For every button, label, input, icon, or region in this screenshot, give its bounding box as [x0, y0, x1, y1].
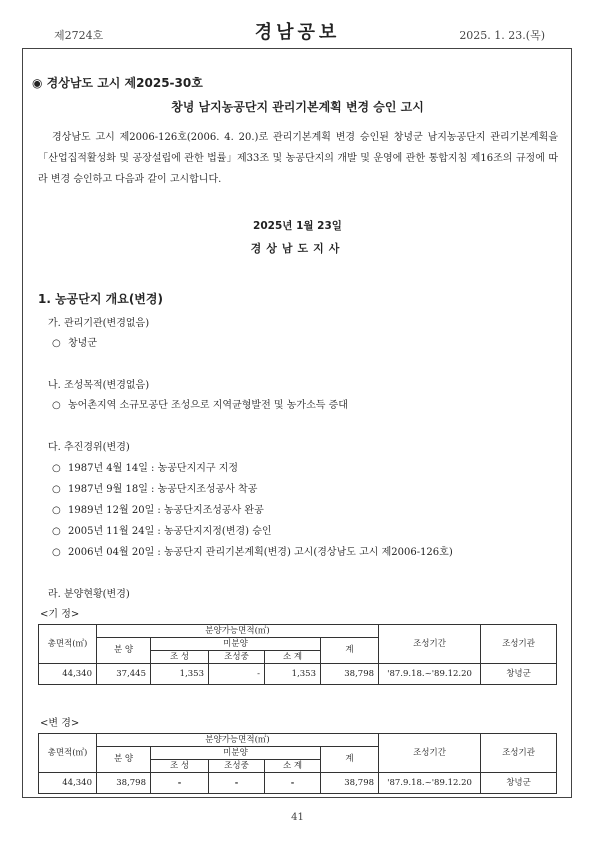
subsection-da: 다. 추진경위(변경)	[48, 442, 130, 453]
col-header: 조성기간	[379, 734, 481, 773]
signer: 경상남도지사	[250, 242, 345, 255]
list-item: ○ 2005년 11월 24일 : 농공단지지정(변경) 승인	[52, 526, 272, 537]
notice-number: ◉ 경상남도 고시 제2025-30호	[32, 76, 203, 90]
section-heading: 1. 농공단지 개요(변경)	[38, 292, 163, 306]
notice-title: 창녕 남지농공단지 관리기본계획 변경 승인 고시	[171, 100, 424, 114]
col-header: 미분양	[151, 747, 321, 760]
bullet-icon: ○	[52, 484, 61, 495]
col-header: 분양가능면적(㎡)	[97, 625, 379, 638]
table-row: 44,340 37,445 1,353 - 1,353 38,798 '87.9.18.~'89.12.20 창녕군	[39, 664, 557, 685]
col-header: 분 양	[97, 747, 151, 773]
sales-table-before	[38, 624, 557, 685]
list-item: ○ 1987년 9월 18일 : 농공단지조성공사 착공	[52, 484, 258, 495]
list-item: ○ 창녕군	[52, 338, 97, 349]
col-header: 계	[321, 638, 379, 664]
bullet-icon: ○	[52, 526, 61, 537]
table-row: 44,340 38,798 - - - 38,798 '87.9.18.~'89.12.20 창녕군	[39, 773, 557, 794]
table-caption-before: <기 정>	[40, 609, 80, 620]
list-item: ○ 2006년 04월 20일 : 농공단지 관리기본계획(변경) 고시(경상남도 고시 제2006-126호)	[52, 547, 453, 558]
col-header: 조 성	[151, 760, 209, 773]
col-header: 분 양	[97, 638, 151, 664]
gazette-title: 경남공보	[254, 22, 341, 43]
col-header: 총면적(㎡)	[39, 625, 97, 664]
col-header: 조 성	[151, 651, 209, 664]
list-item: ○ 농어촌지역 소규모공단 조성으로 지역균형발전 및 농가소득 증대	[52, 400, 348, 411]
issue-date: 2025. 1. 23.(목)	[459, 29, 545, 42]
col-header: 조성중	[209, 760, 265, 773]
subsection-na: 나. 조성목적(변경없음)	[48, 380, 150, 391]
notice-body: 경상남도 고시 제2006-126호(2006. 4. 20.)로 관리기본계획 변경 승인된 창녕군 남지농공단지 관리기본계획을「산업집적활성화 및 공장설립에 관한 법률」제33조 및 농공단지의 개발 및 운영에 관한 통합지침 제16조의 규정에 따라 변경 승인하고 다음과 같이 고시합니다.	[38, 132, 558, 185]
subsection-ga: 가. 관리기관(변경없음)	[48, 318, 150, 329]
col-header: 소 계	[265, 760, 321, 773]
col-header: 조성중	[209, 651, 265, 664]
col-header: 조성기관	[481, 734, 557, 773]
list-item: ○ 1987년 4월 14일 : 농공단지지구 지정	[52, 463, 239, 474]
issue-number: 제2724호	[54, 29, 104, 42]
col-header: 미분양	[151, 638, 321, 651]
page-header	[36, 14, 559, 48]
bullet-icon: ○	[52, 547, 61, 558]
table-caption-after: <변 경>	[40, 718, 80, 729]
bullet-icon: ○	[52, 400, 61, 411]
col-header: 소 계	[265, 651, 321, 664]
sign-date: 2025년 1월 23일	[253, 220, 342, 232]
col-header: 분양가능면적(㎡)	[97, 734, 379, 747]
col-header: 조성기관	[481, 625, 557, 664]
col-header: 계	[321, 747, 379, 773]
page-number: 41	[291, 812, 304, 823]
sales-table-after	[38, 733, 557, 794]
subsection-ra: 라. 분양현황(변경)	[48, 589, 130, 600]
bullet-icon: ○	[52, 505, 61, 516]
bullet-icon: ○	[52, 338, 61, 349]
list-item: ○ 1989년 12월 20일 : 농공단지조성공사 완공	[52, 505, 264, 516]
col-header: 조성기간	[379, 625, 481, 664]
col-header: 총면적(㎡)	[39, 734, 97, 773]
bullet-icon: ○	[52, 463, 61, 474]
